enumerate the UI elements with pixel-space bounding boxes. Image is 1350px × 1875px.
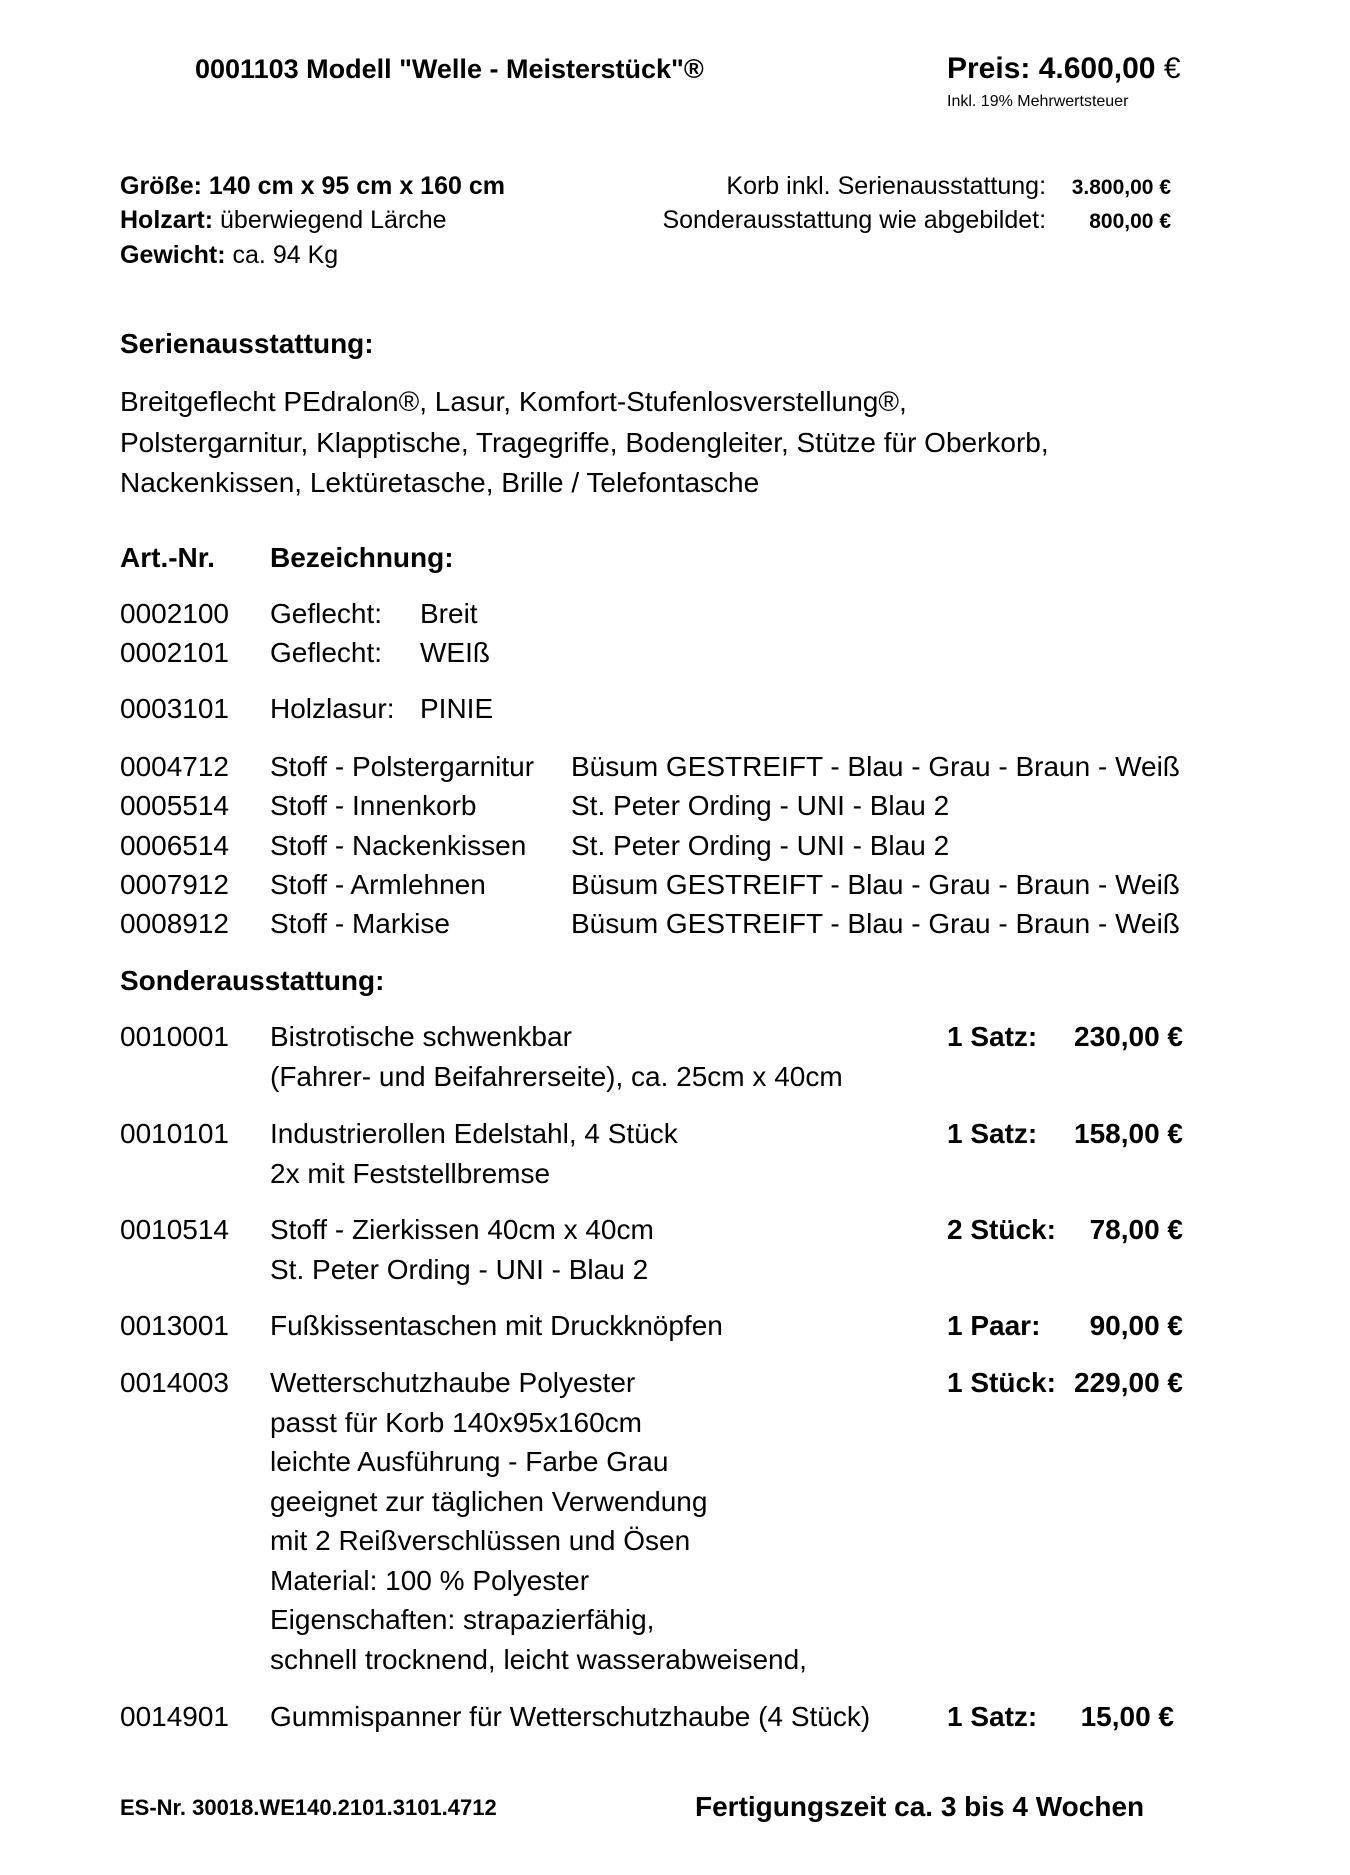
extra-qty: 1 Satz: xyxy=(947,1118,1038,1149)
article-nr: 0006514 xyxy=(120,830,230,861)
extra-price: 90,00 € xyxy=(1089,1310,1183,1341)
spec-label: Größe: xyxy=(120,172,202,200)
spec-value: überwiegend Lärche xyxy=(220,206,447,234)
article-nr: 0007912 xyxy=(120,869,230,900)
extra-line: Industrierollen Edelstahl, 4 Stück xyxy=(270,1118,678,1149)
extra-line: Fußkissentaschen mit Druckknöpfen xyxy=(270,1310,723,1341)
extra-line: Material: 100 % Polyester xyxy=(270,1564,590,1596)
cost-label: Sonderausstattung wie abgebildet: xyxy=(662,206,1047,234)
article-name: Holzlasur: xyxy=(270,693,395,724)
extra-price: 15,00 € xyxy=(1080,1701,1174,1732)
series-line: Polstergarnitur, Klapptische, Tragegriffe, Bodengleiter, Stütze für Oberkorb, xyxy=(120,426,1049,458)
price-label: Preis: 4.600,00 xyxy=(947,52,1156,85)
article-name: Stoff - Polstergarnitur xyxy=(270,751,535,782)
extra-qty: 2 Stück: xyxy=(947,1214,1056,1245)
article-nr: 0002101 xyxy=(120,637,230,668)
extra-line: (Fahrer- und Beifahrerseite), ca. 25cm x 40cm xyxy=(270,1060,843,1092)
article-value: Büsum GESTREIFT - Blau - Grau - Braun - Weiß xyxy=(571,869,1180,900)
currency-symbol: € xyxy=(1163,52,1181,85)
header-bezeichnung: Bezeichnung: xyxy=(270,542,454,573)
series-heading: Serienausstattung: xyxy=(120,328,374,359)
article-nr: 0002100 xyxy=(120,598,230,629)
article-nr: 0003101 xyxy=(120,693,230,724)
article-nr: 0004712 xyxy=(120,751,230,782)
extra-line: Wetterschutzhaube Polyester xyxy=(270,1367,636,1398)
article-name: Stoff - Markise xyxy=(270,908,450,939)
extra-nr: 0010001 xyxy=(120,1021,230,1052)
extra-line: Eigenschaften: strapazierfähig, xyxy=(270,1604,655,1635)
es-number: ES-Nr. 30018.WE140.2101.3101.4712 xyxy=(120,1795,497,1820)
article-name: Stoff - Nackenkissen xyxy=(270,830,527,861)
series-line: Breitgeflecht PEdralon®, Lasur, Komfort-Stufenlosverstellung®, xyxy=(120,386,907,417)
series-description xyxy=(120,382,1270,504)
extra-nr: 0010101 xyxy=(120,1118,230,1149)
extra-price: 229,00 € xyxy=(1074,1367,1183,1398)
extra-description xyxy=(270,1017,843,1096)
spec-label: Holzart: xyxy=(120,206,214,234)
cost-base xyxy=(726,174,1171,199)
extra-line: mit 2 Reißverschlüssen und Ösen xyxy=(270,1525,691,1556)
article-value: Büsum GESTREIFT - Blau - Grau - Braun - Weiß xyxy=(571,908,1180,939)
extra-nr: 0010514 xyxy=(120,1214,230,1245)
spec-value: ca. 94 Kg xyxy=(232,241,339,269)
extra-line: Stoff - Zierkissen 40cm x 40cm xyxy=(270,1214,654,1245)
extra-qty: 1 Stück: xyxy=(947,1367,1056,1398)
extra-line: 2x mit Feststellbremse xyxy=(270,1157,551,1189)
extra-qty: 1 Paar: xyxy=(947,1310,1041,1341)
spec-wood xyxy=(120,208,447,233)
product-title: 0001103 Modell "Welle - Meisterstück"® xyxy=(195,54,704,84)
article-name: Geflecht: xyxy=(270,598,383,629)
vat-note: Inkl. 19% Mehrwertsteuer xyxy=(947,93,1129,110)
spec-label: Gewicht: xyxy=(120,241,226,269)
extra-line: passt für Korb 140x95x160cm xyxy=(270,1406,642,1438)
extra-description xyxy=(270,1210,654,1289)
header-art-nr: Art.-Nr. xyxy=(120,542,215,573)
article-nr: 0005514 xyxy=(120,790,230,821)
extra-nr: 0013001 xyxy=(120,1310,230,1341)
article-value: WEIß xyxy=(420,637,490,668)
production-time: Fertigungszeit ca. 3 bis 4 Wochen xyxy=(695,1791,1145,1822)
article-value: Büsum GESTREIFT - Blau - Grau - Braun - Weiß xyxy=(571,751,1180,782)
extra-qty: 1 Satz: xyxy=(947,1021,1038,1052)
extra-line: St. Peter Ording - UNI - Blau 2 xyxy=(270,1253,649,1285)
extra-qty: 1 Satz: xyxy=(947,1701,1038,1732)
spec-size xyxy=(120,174,505,199)
extra-line: schnell trocknend, leicht wasserabweisend, xyxy=(270,1643,807,1675)
article-name: Stoff - Armlehnen xyxy=(270,869,486,900)
cost-value: 3.800,00 € xyxy=(1071,176,1171,199)
extra-line: leichte Ausführung - Farbe Grau xyxy=(270,1446,669,1477)
article-name: Stoff - Innenkorb xyxy=(270,790,477,821)
article-value: PINIE xyxy=(420,693,494,724)
spec-weight xyxy=(120,243,338,268)
extra-description xyxy=(270,1306,723,1346)
extra-nr: 0014901 xyxy=(120,1701,230,1732)
cost-label: Korb inkl. Serienausstattung: xyxy=(726,172,1047,200)
extra-price: 158,00 € xyxy=(1074,1118,1183,1149)
extra-description xyxy=(270,1363,807,1679)
cost-extras xyxy=(662,208,1171,233)
extra-line: geeignet zur täglichen Verwendung xyxy=(270,1485,708,1517)
extras-heading: Sonderausstattung: xyxy=(120,965,385,996)
extra-line: Gummispanner für Wetterschutzhaube (4 Stück) xyxy=(270,1701,871,1732)
extra-price: 230,00 € xyxy=(1074,1021,1183,1052)
article-value: Breit xyxy=(420,598,478,629)
product-price xyxy=(947,54,1181,84)
extra-price: 78,00 € xyxy=(1089,1214,1183,1245)
spec-value: 140 cm x 95 cm x 160 cm xyxy=(208,172,505,200)
series-line: Nackenkissen, Lektüretasche, Brille / Telefontasche xyxy=(120,467,760,498)
article-value: St. Peter Ording - UNI - Blau 2 xyxy=(571,830,950,861)
article-value: St. Peter Ording - UNI - Blau 2 xyxy=(571,790,950,821)
cost-value: 800,00 € xyxy=(1089,210,1171,233)
article-name: Geflecht: xyxy=(270,637,383,668)
article-nr: 0008912 xyxy=(120,908,230,939)
extra-line: Bistrotische schwenkbar xyxy=(270,1021,572,1052)
extra-description xyxy=(270,1114,678,1193)
extra-nr: 0014003 xyxy=(120,1367,230,1398)
